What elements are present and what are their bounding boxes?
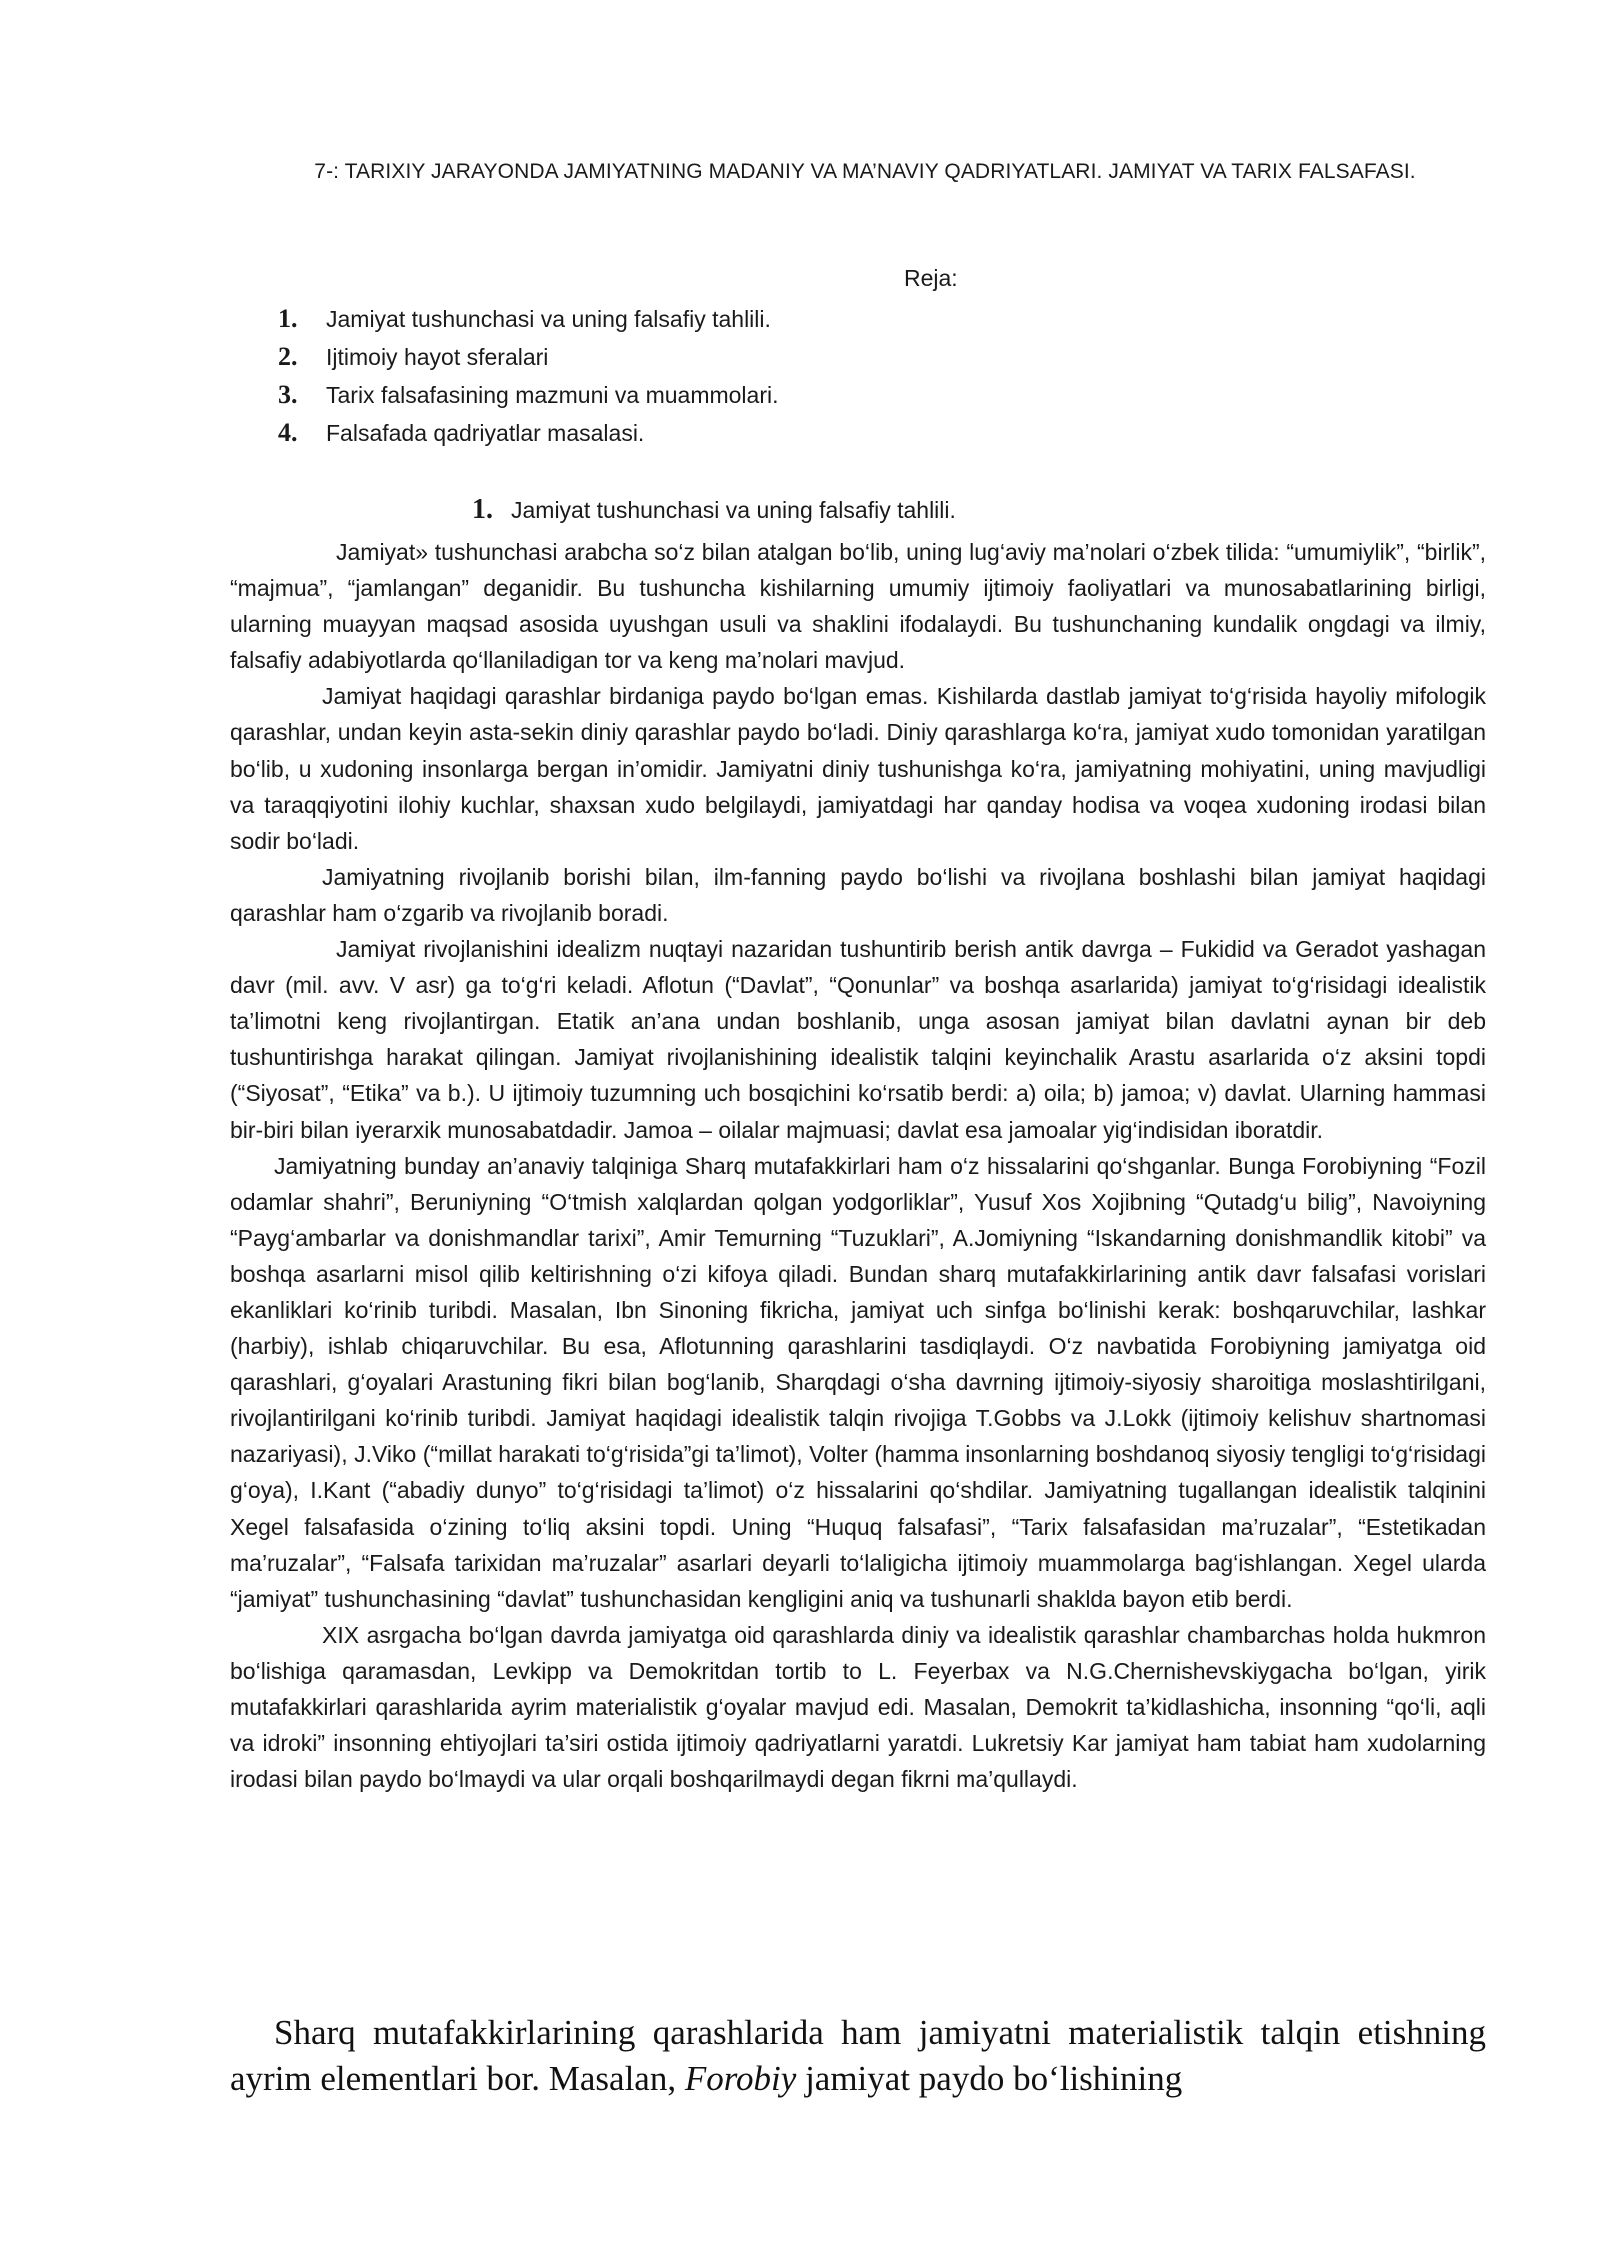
paragraph: XIX asrgacha bo‘lgan davrda jamiyatga oid qarashlarda diniy va idealistik qarashlar chambarchas holda hukmron bo‘lishiga qaramasdan, Levkipp va Demokritdan tortib to L. Feyerbax va N.G.Chernishevskiygacha bo‘lgan, yirik mutafakkirlari qarashlarida ayrim materialistik g‘oyalar mavjud edi. Masalan, Demokrit ta’kidlashicha, insonning “qo‘li, aqli va idroki” insonning ehtiyojlari ta’siri ostida ijtimoiy qadriyatlarni yaratdi. Lukretsiy Kar jamiyat ham tabiat ham xudolarning irodasi bilan paydo bo‘lmaydi va ular orqali boshqarilmaydi degan fikrni ma’qullaydi. bbox=[230, 1621, 1486, 1793]
section-heading bbox=[472, 494, 956, 526]
plan-item bbox=[278, 300, 779, 338]
plan-item bbox=[278, 376, 779, 414]
section-title: Jamiyat tushunchasi va uning falsafiy tahlili. bbox=[511, 497, 956, 523]
plan-item-text: Jamiyat tushunchasi va uning falsafiy tahlili. bbox=[326, 306, 771, 332]
document-title: 7-: TARIXIY JARAYONDA JAMIYATNING MADANIY VA MA’NAVIY QADRIYATLARI. JAMIYAT VA TARIX FALSAFASI. bbox=[314, 160, 1416, 183]
paragraph: Jamiyat haqidagi qarashlar birdaniga paydo bo‘lgan emas. Kishilarda dastlab jamiyat to‘g‘risida hayoliy mifologik qarashlar, undan keyin asta-sekin diniy qarashlar paydo bo‘ladi. Diniy qarashlarga ko‘ra, jamiyat xudo tomonidan yaratilgan bo‘lib, u xudoning insonlarga bergan in’omidir. Jamiyatni diniy tushunishga ko‘ra, jamiyatning mohiyatini, uning mavjudligi va taraqqiyotini ilohiy kuchlar, shaxsan xudo belgilaydi, jamiyatdagi har qanday hodisa va voqea xudoning irodasi bilan sodir bo‘ladi. bbox=[230, 683, 1486, 854]
plan-item bbox=[278, 338, 779, 376]
section-number: 1. bbox=[472, 494, 493, 525]
paragraph: Jamiyat» tushunchasi arabcha so‘z bilan atalgan bo‘lib, uning lug‘aviy ma’nolari o‘zbek tilida: “umumiylik”, “birlik”, “majmua”, “jamlangan” deganidir. Bu tushuncha kishilarning umumiy ijtimoiy faoliyatlari va munosabatlarining birligi, ularning muayyan maqsad asosida uyushgan usuli va shaklini ifodalaydi. Bu tushunchaning kundalik ongdagi va ilmiy, falsafiy adabiyotlarda qo‘llaniladigan tor va keng ma’nolari mavjud. bbox=[230, 539, 1486, 674]
paragraph: Jamiyatning rivojlanib borishi bilan, ilm-fanning paydo bo‘lishi va rivojlana boshlashi bilan jamiyat haqidagi qarashlar ham o‘zgarib va rivojlanib boradi. bbox=[230, 863, 1486, 926]
plan-heading: Reja: bbox=[904, 265, 958, 291]
paragraph: Sharq mutafakkirlarining qarashlarida ham jamiyatni materialistik talqin etishning ayrim elementlari bor. Masalan, Forobiy jamiyat paydo bo‘lishining bbox=[230, 2013, 1486, 2098]
plan-item-number: 2. bbox=[278, 342, 298, 371]
plan-item-text: Falsafada qadriyatlar masalasi. bbox=[326, 420, 645, 446]
plan-item-text: Ijtimoiy hayot sferalari bbox=[326, 344, 549, 370]
plan-item-text: Tarix falsafasining mazmuni va muammolari. bbox=[326, 382, 779, 408]
paragraph: Jamiyatning bunday an’anaviy talqiniga Sharq mutafakkirlari ham o‘z hissalarini qo‘shganlar. Bunga Forobiyning “Fozil odamlar shahri”, Beruniyning “O‘tmish xalqlardan qolgan yodgorliklar”, Yusuf Xos Xojibning “Qutadg‘u bilig”, Navoiyning “Payg‘ambarlar va donishmandlar tarixi”, Amir Temurning “Tuzuklari”, A.Jomiyning “Iskandarning donishmandlik kitobi” va boshqa asarlarni misol qilib keltirishning o‘zi kifoya qiladi. Bundan sharq mutafakkirlarining antik davr falsafasi vorislari ekanliklari ko‘rinib turibdi. Masalan, Ibn Sinoning fikricha, jamiyat uch sinfga bo‘linishi kerak: boshqaruvchilar, lashkar (harbiy), ishlab chiqaruvchilar. Bu esa, Aflotunning qarashlarini tasdiqlaydi. O‘z navbatida Forobiyning jamiyatga oid qarashlari, g‘oyalari Arastuning fikri bilan bog‘lanib, Sharqdagi o‘sha davrning ijtimoiy-siyosiy sharoitiga moslashtirilgani, rivojlantirilgani ko‘rinib turibdi. Jamiyat haqidagi idealistik talqin rivojiga T.Gobbs va J.Lokk (ijtimoiy kelishuv shartnomasi nazariyasi), J.Viko (“millat harakati to‘g‘risida”gi ta’limot), Volter (hamma insonlarning boshdanoq siyosiy tengligi to‘g‘risidagi g‘oya), I.Kant (“abadiy dunyo” to‘g‘risidagi ta’limot) o‘z hissalarini qo‘shdilar. Jamiyatning tugallangan idealistik talqinini Xegel falsafasida o‘zining to‘liq aksini topdi. Uning “Huquq falsafasi”, “Tarix falsafasidan ma’ruzalar”, “Estetikadan ma’ruzalar”, “Falsafa tarixidan ma’ruzalar” asarlari deyarli to‘laligicha ijtimoiy muammolarga bag‘ishlangan. Xegel ularda “jamiyat” tushunchasining “davlat” tushunchasidan kengligini aniq va tushunarli shaklda bayon etib berdi. bbox=[230, 1152, 1486, 1612]
final-paragraph bbox=[230, 2010, 1486, 2102]
plan-item bbox=[278, 414, 779, 452]
paragraph: Jamiyat rivojlanishini idealizm nuqtayi nazaridan tushuntirib berish antik davrga – Fukidid va Geradot yashagan davr (mil. avv. V asr) ga to‘g‘ri keladi. Aflotun (“Davlat”, “Qonunlar” va boshqa asarlarida) jamiyat to‘g‘risidagi idealistik ta’limotni keng rivojlantirgan. Etatik an’ana undan boshlanib, unga asosan jamiyat bilan davlatni aynan bir deb tushuntirishga harakat qilingan. Jamiyat rivojlanishining idealistik talqini keyinchalik Arastu asarlarida o‘z aksini topdi (“Siyosat”, “Etika” va b.). U ijtimoiy tuzumning uch bosqichini ko‘rsatib berdi: a) oila; b) jamoa; v) davlat. Ularning hammasi bir-biri bilan iyerarxik munosabatdadir. Jamoa – oilalar majmuasi; davlat esa jamoalar yig‘indisidan iboratdir. bbox=[230, 936, 1486, 1143]
plan-item-number: 1. bbox=[278, 304, 298, 333]
italic-name: Forobiy bbox=[684, 2059, 797, 2098]
plan-item-number: 3. bbox=[278, 380, 298, 409]
plan-item-number: 4. bbox=[278, 418, 298, 447]
body-text bbox=[230, 534, 1486, 1797]
plan-list bbox=[278, 300, 779, 452]
